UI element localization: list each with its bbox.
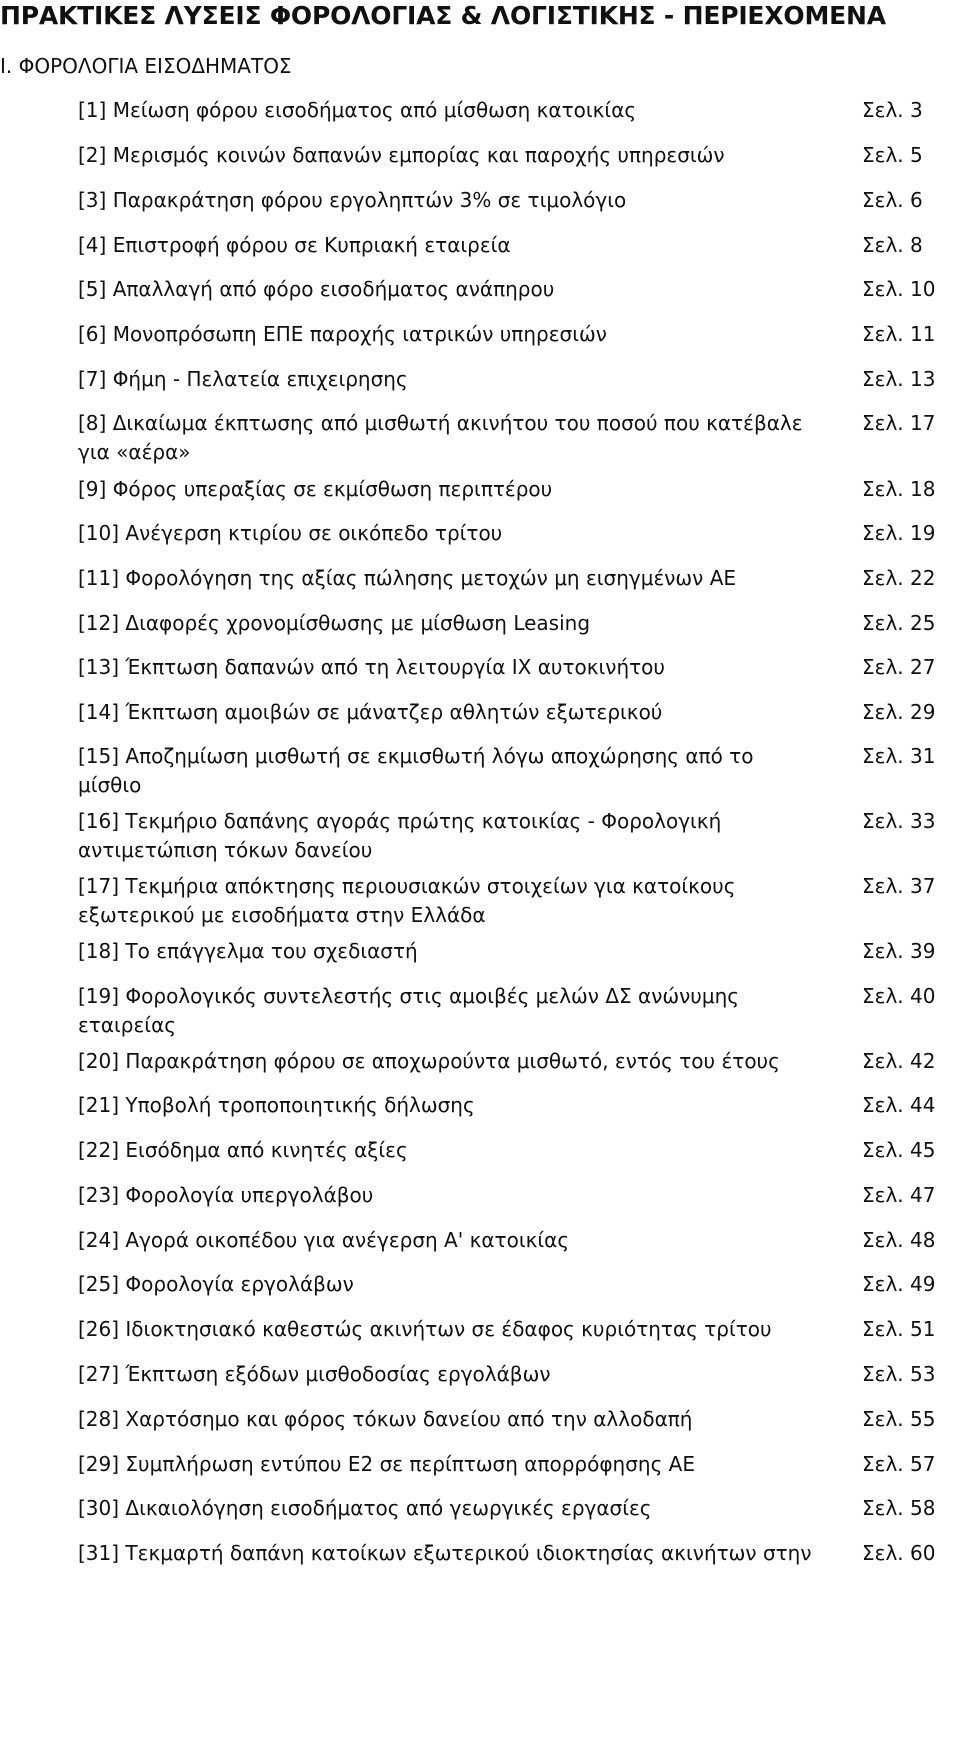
- toc-entry-page: Σελ. 22: [862, 566, 936, 590]
- toc-entry-title: [2] Μερισμός κοινών δαπανών εμπορίας και παροχής υπηρεσιών: [78, 143, 725, 167]
- toc-entry-page: Σελ. 42: [862, 1049, 936, 1073]
- toc-entry-page: Σελ. 27: [862, 655, 936, 679]
- section-heading: Ι. ΦΟΡΟΛΟΓΙΑ ΕΙΣΟΔΗΜΑΤΟΣ: [0, 54, 292, 78]
- toc-entry-title: [19] Φορολογικός συντελεστής στις αμοιβές μελών ΔΣ ανώνυμης εταιρείας: [78, 984, 739, 1037]
- toc-entry-title: [13] Έκπτωση δαπανών από τη λειτουργία ΙΧ αυτοκινήτου: [78, 655, 665, 679]
- toc-entry-page: Σελ. 29: [862, 700, 936, 724]
- toc-entry-page: Σελ. 18: [862, 477, 936, 501]
- toc-entry-title: [29] Συμπλήρωση εντύπου Ε2 σε περίπτωση απορρόφησης ΑΕ: [78, 1452, 695, 1476]
- toc-entry-page: Σελ. 37: [862, 874, 936, 898]
- toc-entry-page: Σελ. 10: [862, 277, 936, 301]
- toc-entry-page: Σελ. 8: [862, 233, 923, 257]
- toc-entry-page: Σελ. 3: [862, 98, 923, 122]
- toc-entry-title: [25] Φορολογία εργολάβων: [78, 1272, 354, 1296]
- toc-entry-page: Σελ. 33: [862, 809, 936, 833]
- toc-entry-title: [12] Διαφορές χρονομίσθωσης με μίσθωση Leasing: [78, 611, 591, 635]
- toc-entry-page: Σελ. 39: [862, 939, 936, 963]
- toc-entry-title: [15] Αποζημίωση μισθωτή σε εκμισθωτή λόγω αποχώρησης από το μίσθιο: [78, 744, 754, 797]
- toc-entry-title: [6] Μονοπρόσωπη ΕΠΕ παροχής ιατρικών υπηρεσιών: [78, 322, 607, 346]
- toc-entry-title: [26] Ιδιοκτησιακό καθεστώς ακινήτων σε έδαφος κυριότητας τρίτου: [78, 1317, 772, 1341]
- toc-entry-title: [31] Τεκμαρτή δαπάνη κατοίκων εξωτερικού ιδιοκτησίας ακινήτων στην: [78, 1541, 812, 1565]
- toc-entry-title: [1] Μείωση φόρου εισοδήματος από μίσθωση κατοικίας: [78, 98, 637, 122]
- toc-entry-page: Σελ. 51: [862, 1317, 936, 1341]
- toc-entry-title: [22] Εισόδημα από κινητές αξίες: [78, 1138, 408, 1162]
- toc-entry-page: Σελ. 57: [862, 1452, 936, 1476]
- toc-entry-title: [14] Έκπτωση αμοιβών σε μάνατζερ αθλητών εξωτερικού: [78, 700, 663, 724]
- toc-entry-title: [11] Φορολόγηση της αξίας πώλησης μετοχών μη εισηγμένων ΑΕ: [78, 566, 737, 590]
- toc-entry-title: [10] Ανέγερση κτιρίου σε οικόπεδο τρίτου: [78, 521, 503, 545]
- toc-entry-title: [3] Παρακράτηση φόρου εργοληπτών 3% σε τιμολόγιο: [78, 188, 627, 212]
- toc-entry-page: Σελ. 60: [862, 1541, 936, 1565]
- toc-entry-title: [30] Δικαιολόγηση εισοδήματος από γεωργικές εργασίες: [78, 1496, 652, 1520]
- toc-entry-page: Σελ. 53: [862, 1362, 936, 1386]
- toc-entry-title: [7] Φήμη - Πελατεία επιχειρησης: [78, 367, 408, 391]
- toc-entry-title: [5] Απαλλαγή από φόρο εισοδήματος ανάπηρου: [78, 277, 555, 301]
- toc-entry-title: [16] Τεκμήριο δαπάνης αγοράς πρώτης κατοικίας - Φορολογική αντιμετώπιση τόκων δανείου: [78, 809, 722, 862]
- toc-entry-page: Σελ. 48: [862, 1228, 936, 1252]
- toc-entry-title: [24] Αγορά οικοπέδου για ανέγερση Α' κατοικίας: [78, 1228, 570, 1252]
- toc-entry-page: Σελ. 17: [862, 411, 936, 435]
- toc-entry-title: [27] Έκπτωση εξόδων μισθοδοσίας εργολάβων: [78, 1362, 551, 1386]
- toc-entry-page: Σελ. 6: [862, 188, 923, 212]
- toc-entry-title: [9] Φόρος υπεραξίας σε εκμίσθωση περιπτέρου: [78, 477, 553, 501]
- toc-entry-title: [20] Παρακράτηση φόρου σε αποχωρούντα μισθωτό, εντός του έτους: [78, 1049, 780, 1073]
- toc-entry-page: Σελ. 31: [862, 744, 936, 768]
- toc-entry-title: [21] Υποβολή τροποποιητικής δήλωσης: [78, 1093, 475, 1117]
- toc-entry-page: Σελ. 5: [862, 143, 923, 167]
- toc-entry-title: [18] Το επάγγελμα του σχεδιαστή: [78, 939, 418, 963]
- toc-entry-page: Σελ. 13: [862, 367, 936, 391]
- toc-entry-page: Σελ. 40: [862, 984, 936, 1008]
- toc-entry-page: Σελ. 49: [862, 1272, 936, 1296]
- document-title: ΠΡΑΚΤΙΚΕΣ ΛΥΣΕΙΣ ΦΟΡΟΛΟΓΙΑΣ & ΛΟΓΙΣΤΙΚΗΣ - ΠΕΡΙΕΧΟΜΕΝΑ: [0, 1, 886, 30]
- toc-entry-title: [17] Τεκμήρια απόκτησης περιουσιακών στοιχείων για κατοίκους εξωτερικού με εισοδήματα στην Ελλάδα: [78, 874, 736, 927]
- toc-entry-title: [8] Δικαίωμα έκπτωσης από μισθωτή ακινήτου του ποσού που κατέβαλε για «αέρα»: [78, 411, 803, 464]
- toc-entry-page: Σελ. 55: [862, 1407, 936, 1431]
- toc-entry-title: [28] Χαρτόσημο και φόρος τόκων δανείου από την αλλοδαπή: [78, 1407, 693, 1431]
- toc-entry-page: Σελ. 47: [862, 1183, 936, 1207]
- toc-entry-title: [4] Επιστροφή φόρου σε Κυπριακή εταιρεία: [78, 233, 511, 257]
- toc-entry-page: Σελ. 44: [862, 1093, 936, 1117]
- toc-entry-page: Σελ. 45: [862, 1138, 936, 1162]
- toc-entry-page: Σελ. 19: [862, 521, 936, 545]
- toc-entry-title: [23] Φορολογία υπεργολάβου: [78, 1183, 374, 1207]
- toc-entry-page: Σελ. 25: [862, 611, 936, 635]
- toc-entry-page: Σελ. 58: [862, 1496, 936, 1520]
- toc-entry-page: Σελ. 11: [862, 322, 936, 346]
